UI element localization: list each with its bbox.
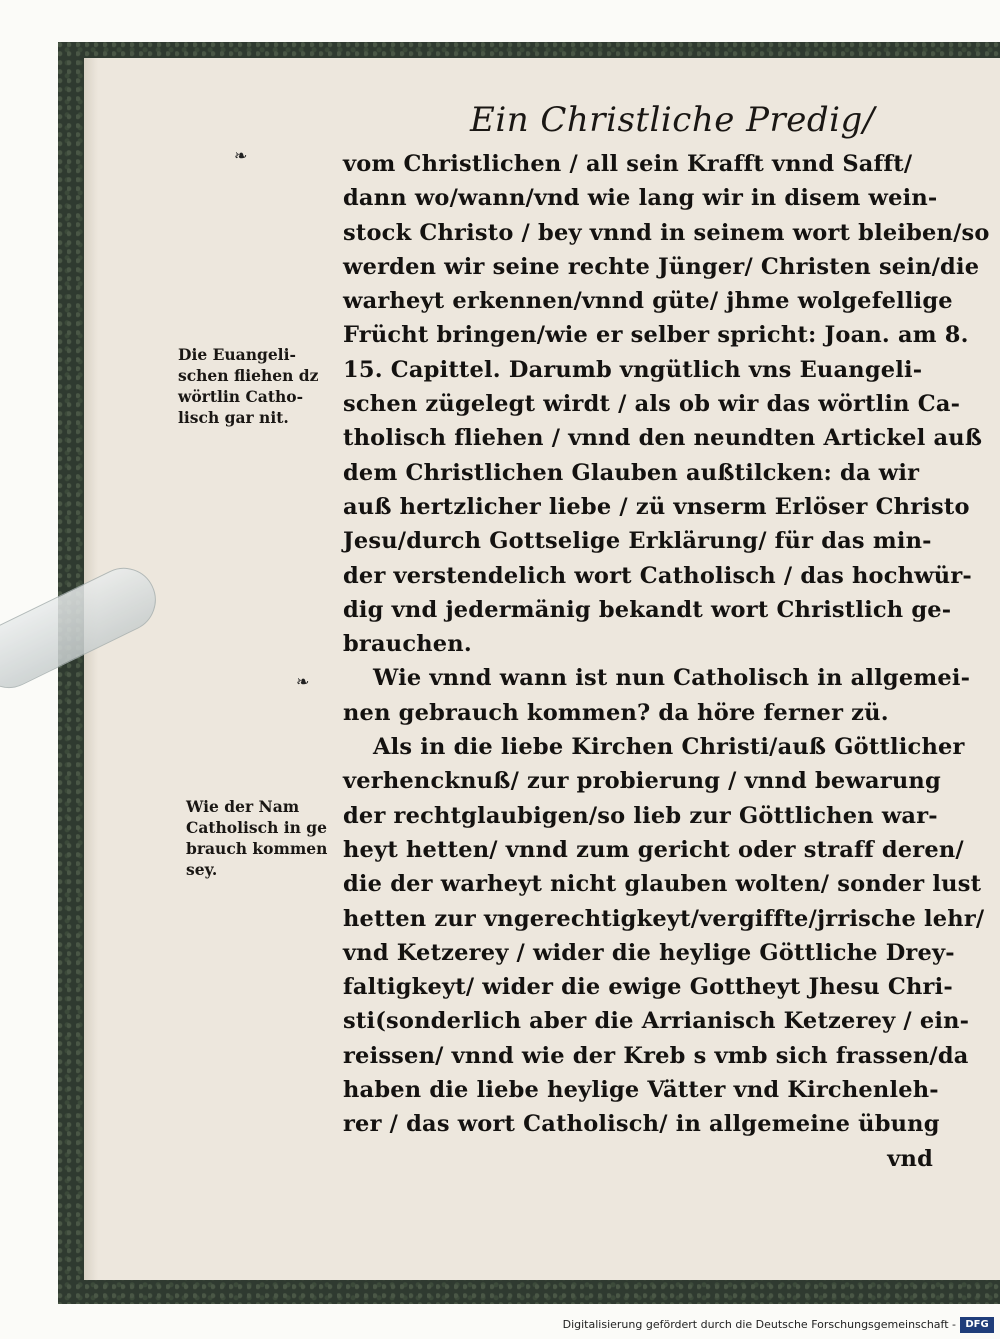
text-line: auß hertzlicher liebe / zü vnserm Erlöser Christo [343, 493, 970, 520]
margin-note-2 [186, 796, 346, 880]
text-line: tholisch fliehen / vnnd den neundten Artickel auß [343, 425, 983, 452]
text-line: warheyt erkennen/vnnd güte/ jhme wolgefellige [343, 288, 953, 315]
body-text [343, 147, 990, 1176]
catchword: vnd [887, 1145, 933, 1172]
text-line: Jesu/durch Gottselige Erklärung/ für das min- [343, 528, 932, 555]
margin-note-line: Die Euangeli- [178, 345, 296, 364]
text-line: vnd Ketzerey / wider die heylige Göttliche Drey- [343, 939, 955, 966]
text-line: brauchen. [343, 631, 472, 658]
text-line: dig vnd jedermänig bekandt wort Christlich ge- [343, 596, 952, 623]
text-line: haben die liebe heylige Vätter vnd Kirchenleh- [343, 1077, 939, 1104]
running-head: Ein Christliche Predig/ [470, 100, 875, 140]
text-line: der verstendelich wort Catholisch / das hochwür- [343, 562, 972, 589]
text-line: Wie vnnd wann ist nun Catholisch in allgemei- [373, 665, 971, 692]
text-line: reissen/ vnnd wie der Kreb s vmb sich frassen/da [343, 1042, 969, 1069]
text-line: dann wo/wann/vnd wie lang wir in disem wein- [343, 185, 938, 212]
text-line: die der warheyt nicht glauben wolten/ sonder lust [343, 871, 982, 898]
text-line: 15. Capittel. Darumb vngütlich vns Euangeli- [343, 356, 923, 383]
margin-note-1 [178, 344, 338, 428]
page-gutter [84, 58, 98, 1280]
margin-note-line: Wie der Nam [186, 797, 300, 816]
text-line: rer / das wort Catholisch/ in allgemeine übung [343, 1111, 940, 1138]
text-line: schen zügelegt wirdt / als ob wir das wörtlin Ca- [343, 391, 961, 418]
text-line: Als in die liebe Kirchen Christi/auß Göttlicher [373, 734, 965, 761]
text-line: sti(sonderlich aber die Arrianisch Ketzerey / ein- [343, 1008, 970, 1035]
text-line: nen gebrauch kommen? da höre ferner zü. [343, 699, 889, 726]
text-line: dem Christlichen Glauben außtilcken: da wir [343, 459, 920, 486]
margin-note-line: Catholisch in ge [186, 818, 328, 837]
footer-bar [0, 1304, 1000, 1339]
text-line: faltigkeyt/ wider die ewige Gottheyt Jhesu Chri- [343, 974, 953, 1001]
footer-credit: Digitalisierung gefördert durch die Deutsche Forschungsgemeinschaft - [562, 1318, 956, 1331]
text-line: stock Christo / bey vnnd in seinem wort bleiben/so [343, 219, 990, 246]
ornament-middle: ❧ [296, 672, 310, 691]
text-line: vom Christlichen / all sein Krafft vnnd Safft/ [343, 151, 913, 177]
text-line: werden wir seine rechte Jünger/ Christen sein/die [343, 253, 980, 280]
text-line: hetten zur vngerechtigkeyt/vergiffte/jrrische lehr/ [343, 905, 985, 932]
margin-note-line: schen fliehen dz [178, 366, 319, 385]
margin-note-line: wörtlin Catho- [178, 387, 304, 406]
margin-note-line: lisch gar nit. [178, 408, 289, 427]
margin-note-line: brauch kommen [186, 839, 328, 858]
ornament-top: ❧ [234, 146, 248, 165]
margin-note-line: sey. [186, 860, 218, 879]
text-line: heyt hetten/ vnnd zum gericht oder straff deren/ [343, 836, 964, 863]
text-line: Frücht bringen/wie er selber spricht: Joan. am 8. [343, 322, 969, 349]
text-line: der rechtglaubigen/so lieb zur Göttlichen war- [343, 802, 938, 829]
dfg-logo: DFG [960, 1317, 994, 1333]
text-line: verhencknuß/ zur probierung / vnnd bewarung [343, 768, 941, 795]
